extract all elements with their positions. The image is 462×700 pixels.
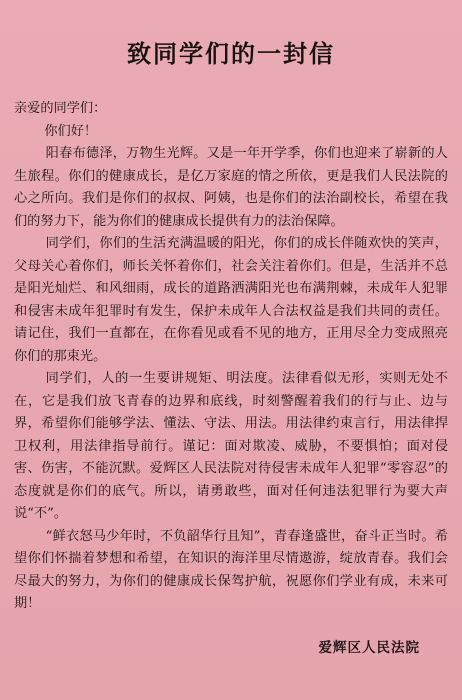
salutation: 亲爱的同学们：: [14, 101, 107, 116]
paragraph-opening: 阳春布德泽，万物生光辉。又是一年开学季，你们也迎来了崭新的人生旅程。你们的健康成长，是亿万家庭的情之所依，更是我们人民法院的心之所向。我们是你们的叔叔、阿姨，也是你们的法治副校长，希望在我们的努力下，能为你们的健康成长提供有力的法治保障。: [14, 146, 448, 229]
signature-court-name: 爱辉区人民法院: [318, 640, 420, 656]
letter-body: [14, 98, 448, 616]
greeting-line: 你们好！: [44, 123, 98, 139]
paragraph-closing: “鲜衣怒马少年时，不负韶华行且知”，青春逢盛世，奋斗正当时。希望你们怀揣着梦想和希望，在知识的海洋里尽情遨游，绽放青春。我们会尽最大的努力，为你们的健康成长保驾护航，祝愿你们学业有成，未来可期！: [14, 528, 448, 611]
paragraph-law: 同学们，人的一生要讲规矩、明法度。法律看似无形，实则无处不在，它是我们放飞青春的边界和底线，时刻警醒着我们的行与止、边与界，希望你们能够学法、懂法、守法、用法。用法律约束言行，用法律捍卫权利，用法律指导前行。谨记：面对欺凌、威胁，不要惧怕；面对侵害、伤害，不能沉默。爱辉区人民法院对待侵害未成年人犯罪“零容忍”的态度就是你们的底气。所以，请勇敢些，面对任何违法犯罪行为要大声说“不”。: [14, 371, 448, 521]
paragraph-protection: 同学们，你们的生活充满温暖的阳光，你们的成长伴随欢快的笑声，父母关心着你们，师长关怀着你们，社会关注着你们。但是，生活并不总是阳光灿烂、和风细雨，成长的道路洒满阳光也布满荆棘，未成年人犯罪和侵害未成年犯罪时有发生，保护未成年人合法权益是我们共同的责任。请记住，我们一直都在，在你看见或看不见的地方，正用尽全力变成照亮你们的那束光。: [14, 236, 448, 364]
letter-title: 致同学们的一封信: [127, 39, 335, 68]
